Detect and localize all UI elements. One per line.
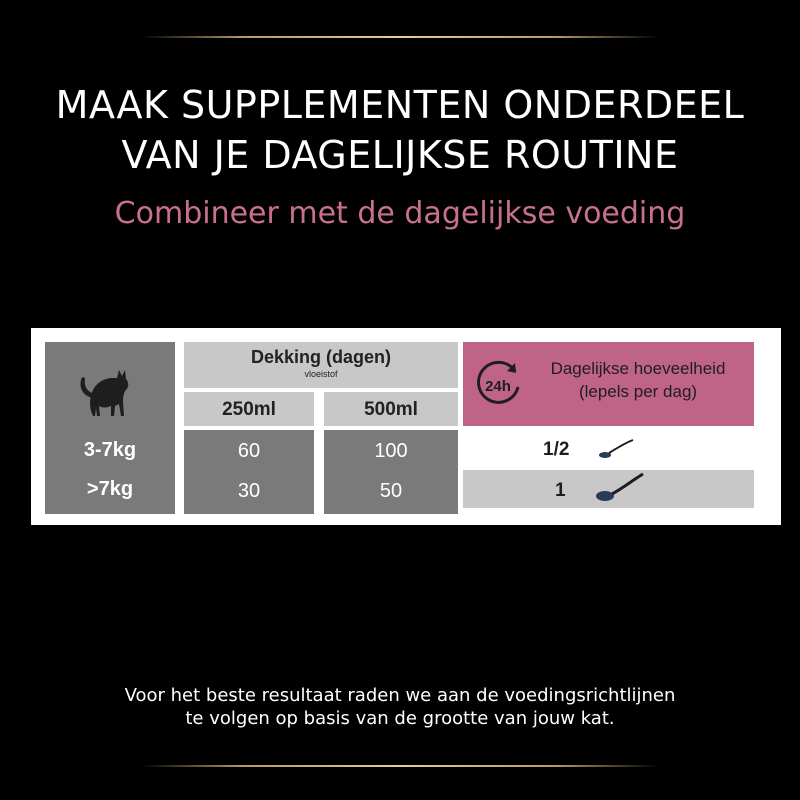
daily-row-2 bbox=[463, 470, 754, 508]
dosage-table bbox=[31, 328, 781, 525]
value-250-row-1: 60 bbox=[237, 440, 261, 462]
daily-title-line-2: (lepels per dag) bbox=[578, 382, 698, 401]
value-500-row-2: 50 bbox=[379, 480, 403, 502]
cat-icon bbox=[67, 358, 147, 424]
value-250-row-2: 30 bbox=[237, 480, 261, 502]
weight-row-1: 3-7kg bbox=[83, 439, 137, 461]
coverage-header bbox=[184, 342, 458, 388]
bottom-gold-divider bbox=[140, 765, 660, 767]
clock-24h-label: 24h bbox=[485, 378, 511, 395]
spoons-row-1: 1/2 bbox=[543, 439, 570, 460]
value-500-row-1: 100 bbox=[374, 440, 408, 462]
col-500ml-label: 500ml bbox=[364, 399, 418, 420]
coverage-subtitle: vloeistof bbox=[304, 369, 338, 379]
footer-line-1: Voor het beste resultaat raden we aan de voedingsrichtlijnen bbox=[124, 685, 676, 706]
spoon-icon bbox=[593, 472, 645, 504]
daily-title-line-1: Dagelijkse hoeveelheid bbox=[550, 359, 726, 378]
col-250ml-label: 250ml bbox=[222, 399, 276, 420]
daily-row-1 bbox=[463, 430, 754, 466]
footer-note bbox=[0, 684, 800, 730]
subtitle: Combineer met de dagelijkse voeding bbox=[114, 196, 686, 231]
weight-column bbox=[45, 342, 175, 514]
col-250ml-values bbox=[184, 430, 314, 514]
spoon-icon bbox=[597, 438, 637, 462]
col-500ml-header bbox=[324, 392, 458, 426]
spoons-row-2: 1 bbox=[555, 480, 566, 501]
col-500ml-values bbox=[324, 430, 458, 514]
title-line-1: MAAK SUPPLEMENTEN ONDERDEEL bbox=[55, 83, 745, 127]
top-gold-divider bbox=[140, 36, 660, 38]
clock-24h-icon bbox=[471, 357, 525, 411]
footer-line-2: te volgen op basis van de grootte van jouw kat. bbox=[185, 708, 615, 729]
weight-row-2: >7kg bbox=[86, 478, 134, 500]
coverage-title: Dekking (dagen) bbox=[250, 347, 392, 367]
title-line-2: VAN JE DAGELIJKSE ROUTINE bbox=[121, 133, 679, 177]
daily-amount-header bbox=[463, 342, 754, 426]
col-250ml-header bbox=[184, 392, 314, 426]
